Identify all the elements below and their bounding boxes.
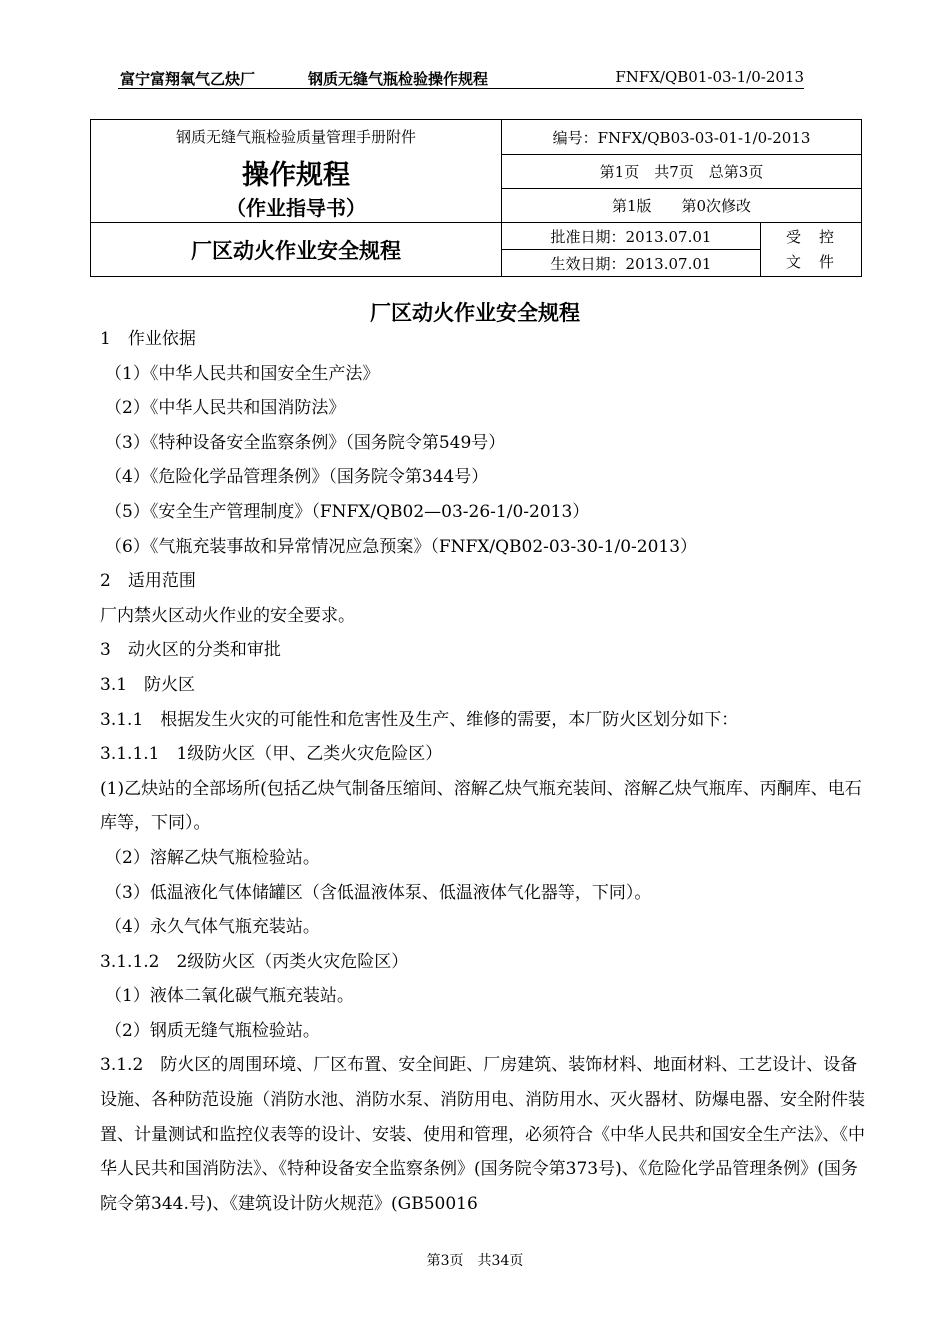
body-line: 3.1.1.1 1级防火区（甲、乙类火灾危险区） (100, 744, 443, 765)
control-status (761, 223, 862, 277)
body-line: （2）钢质无缝气瓶检验站。 (105, 1020, 320, 1041)
header-doc-code: FNFX/QB01-03-1/0-2013 (615, 68, 804, 86)
page-footer: 第3页 共34页 (426, 1253, 524, 1269)
doc-number: 编号：FNFX/QB03-03-01-1/0-2013 (502, 120, 862, 155)
body-line: 3.1.2 防火区的周围环境、厂区布置、安全间距、厂房建筑、装饰材料、地面材料、工艺设计、设备设施、各种防范设施（消防水池、消防水泵、消防用电、消防用水、灭火器材、防爆电器、安全附件装置、计量测试和监控仪表等的设计、安装、使用和管理，必须符合《中华人民共和国安全生产法》、《中华人民共和国消防法》、《特种设备安全监察条例》(国务院令第373号)、《危险化学品管理条例》(国务院令第344.号)、《建筑设计防火规范》(GB50016 (100, 1055, 865, 1214)
body-line: (1)乙炔站的全部场所(包括乙炔气制备压缩间、溶解乙炔气瓶充装间、溶解乙炔气瓶库、丙酮库、电石库等，下同）。 (100, 778, 862, 834)
body-line: （4）永久气体气瓶充装站。 (105, 917, 320, 938)
doc-version: 第1版 第0次修改 (502, 189, 862, 223)
body-line: （4）《危险化学品管理条例》（国务院令第344号） (105, 467, 489, 488)
body-line: 1 作业依据 (100, 329, 196, 349)
document-title: 厂区动火作业安全规程 (370, 300, 580, 325)
regulation-title: 厂区动火作业安全规程 (91, 223, 502, 277)
document-body (100, 322, 870, 1221)
body-line: （2）溶解乙炔气瓶检验站。 (105, 847, 320, 868)
body-line: 3 动火区的分类和审批 (100, 640, 281, 661)
body-line: 3.1.1 根据发生火灾的可能性和危害性及生产、维修的需要，本厂防火区划分如下： (100, 709, 739, 730)
type-title: 操作规程 (242, 160, 350, 191)
body-line: 3.1 防火区 (100, 674, 196, 695)
control-line-2: 文件 (785, 252, 852, 271)
manual-cell (91, 120, 502, 223)
header-doc-name: 钢质无缝气瓶检验操作规程 (308, 70, 489, 88)
manual-line: 钢质无缝气瓶检验质量管理手册附件 (175, 128, 416, 146)
body-line: （2）《中华人民共和国消防法》 (105, 398, 346, 419)
doc-pages: 第1页 共7页 总第3页 (502, 155, 862, 189)
body-line: 3.1.1.2 2级防火区（丙类火灾危险区） (100, 951, 409, 972)
body-line: （6）《气瓶充装事故和异常情况应急预案》（FNFX/QB02-03-30-1/0-2013） (105, 536, 698, 557)
page-header (118, 66, 804, 89)
body-line: （5）《安全生产管理制度》（FNFX/QB02—03-26-1/0-2013） (105, 501, 590, 522)
body-line: 2 适用范围 (100, 571, 196, 592)
body-line: 厂内禁火区动火作业的安全要求。 (100, 605, 355, 626)
type-subtitle: （作业指导书） (226, 196, 366, 220)
body-line: （3）《特种设备安全监察条例》（国务院令第549号） (105, 432, 506, 453)
effective-date: 生效日期：2013.07.01 (502, 250, 761, 277)
body-line: （3）低温液化气体储罐区（含低温液体泵、低温液体气化器等，下同）。 (105, 882, 652, 903)
document-meta-table (90, 119, 862, 277)
header-company: 富宁富翔氧气乙炔厂 (120, 70, 256, 88)
control-line-1: 受控 (785, 227, 852, 246)
approval-date: 批准日期：2013.07.01 (502, 223, 761, 250)
body-line: （1）《中华人民共和国安全生产法》 (105, 363, 380, 384)
body-line: （1）液体二氧化碳气瓶充装站。 (105, 986, 354, 1007)
